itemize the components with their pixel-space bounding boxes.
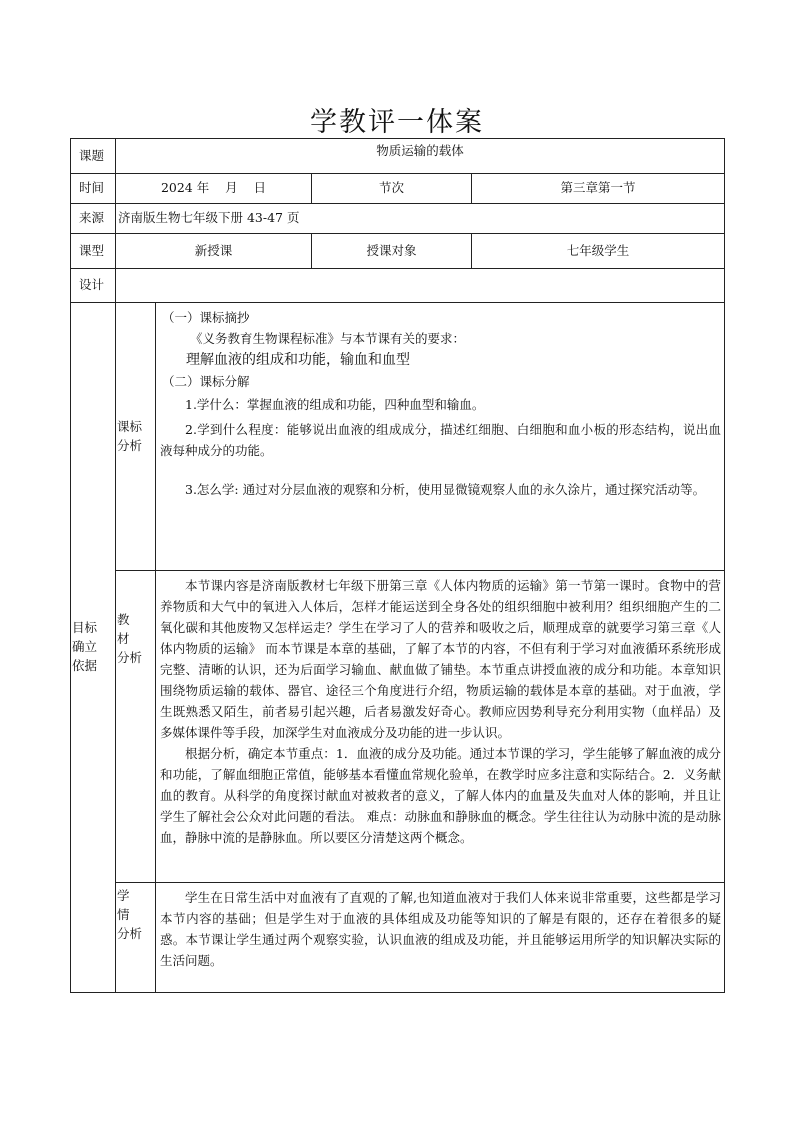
learner-row xyxy=(71,883,725,993)
curriculum-text-3: 1.学什么：掌握血液的组成和功能，四种血型和输血。 xyxy=(185,397,485,412)
textbook-content xyxy=(156,571,725,883)
curriculum-text-2: 理解血液的组成和功能，输血和血型 xyxy=(186,352,410,368)
lesson-plan-table xyxy=(70,138,725,993)
learner-content xyxy=(156,883,725,993)
curriculum-content xyxy=(156,303,725,571)
curriculum-heading-1: （一）课标摘抄 xyxy=(162,310,250,325)
curriculum-label: 课标 分析 xyxy=(116,303,156,571)
topic-value: 物质运输的载体 xyxy=(116,139,725,174)
type-value: 新授课 xyxy=(116,234,312,269)
basis-outer-label: 目标 确立 依据 xyxy=(71,303,116,993)
curriculum-text-1: 《义务教育生物课程标准》与本节课有关的要求： xyxy=(190,331,466,346)
textbook-row xyxy=(71,571,725,883)
source-label: 来源 xyxy=(71,204,116,234)
learner-text-1: 学生在日常生活中对血液有了直观的了解,也知道血液对于我们人体来说非常重要，这些都是学习本节内容的基础；但是学生对于血液的具体组成及功能等知识的了解是有限的，还存在着很多的疑惑。本节课让学生通过两个观察实验，认识血液的组成及功能，并且能够运用所学的知识解决实际的生活问题。 xyxy=(160,890,722,968)
curriculum-text-5: 3.怎么学: 通过对分层血液的观察和分析，使用显微镜观察人血的永久涂片，通过探究活动等。 xyxy=(185,482,706,497)
learner-label: 学 情 分析 xyxy=(116,883,156,993)
topic-label: 课题 xyxy=(71,139,116,174)
curriculum-heading-2: （二）课标分解 xyxy=(162,374,250,389)
curriculum-text-4: 2.学到什么程度：能够说出血液的组成成分，描述红细胞、白细胞和血小板的形态结构，说出血液每种成分的功能。 xyxy=(160,422,722,458)
audience-label: 授课对象 xyxy=(312,234,472,269)
design-value xyxy=(116,269,725,303)
section-value: 第三章第一节 xyxy=(472,174,725,204)
section-label: 节次 xyxy=(312,174,472,204)
source-value: 济南版生物七年级下册 43-47 页 xyxy=(116,204,725,234)
type-label: 课型 xyxy=(71,234,116,269)
source-row xyxy=(71,204,725,234)
time-label: 时间 xyxy=(71,174,116,204)
textbook-label: 教 材 分析 xyxy=(116,571,156,883)
curriculum-row xyxy=(71,303,725,571)
textbook-text-2: 根据分析，确定本节重点：1．血液的成分及功能。通过本节课的学习，学生能够了解血液的成分和功能，了解血细胞正常值，能够基本看懂血常规化验单，在教学时应多注意和实际结合。2．义务献血的教育。从科学的角度探讨献血对被救者的意义，了解人体内的血量及失血对人体的影响，并且让学生了解社会公众对此问题的看法。 难点：动脉血和静脉血的概念。学生往往认为动脉中流的是动脉血，静脉中流的是静脉血。所以要区分清楚这两个概念。 xyxy=(160,746,722,845)
textbook-text-1: 本节课内容是济南版教材七年级下册第三章《人体内物质的运输》第一节第一课时。食物中的营养物质和大气中的氧进入人体后，怎样才能运送到全身各处的组织细胞中被利用？组织细胞产生的二氧化碳和其他废物又怎样运走？学生在学习了人的营养和吸收之后，顺理成章的就要学习第三章《人体内物质的运输》 而本节课是本章的基础，了解了本节的内容，不但有利于学习对血液循环系统形成完整、清晰的认识，还为后面学习输血、献血做了铺垫。本节重点讲授血液的成分和功能。本章知识围绕物质运输的载体、器官、途径三个角度进行介绍，物质运输的载体是本章的基础。对于血液，学生既熟悉又陌生，前者易引起兴趣，后者易激发好奇心。教师应因势利导充分利用实物（血样品）及多媒体课件等手段，加深学生对血液成分及功能的进一步认识。 xyxy=(160,578,722,740)
design-row xyxy=(71,269,725,303)
time-value: 2024 年 月 日 xyxy=(116,174,312,204)
time-row xyxy=(71,174,725,204)
audience-value: 七年级学生 xyxy=(472,234,725,269)
design-label: 设计 xyxy=(71,269,116,303)
type-row xyxy=(71,234,725,269)
topic-row xyxy=(71,139,725,174)
document-title: 学教评一体案 xyxy=(310,107,484,138)
